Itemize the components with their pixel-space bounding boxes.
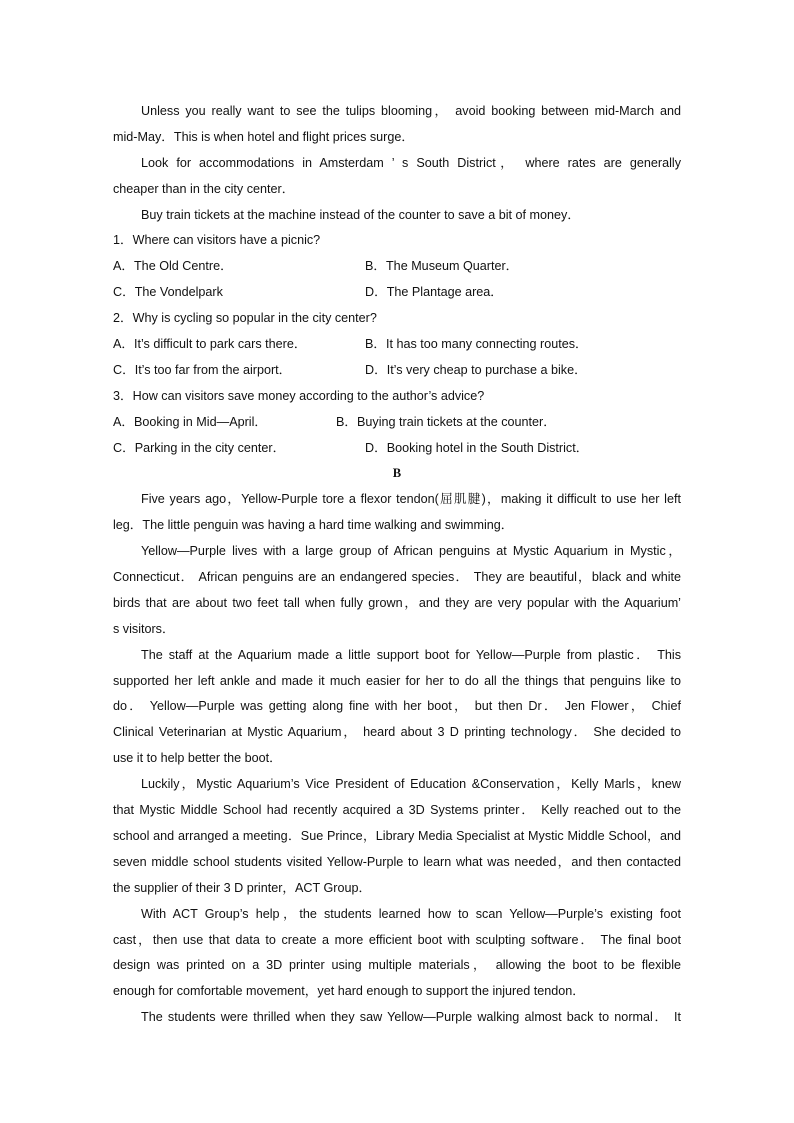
passage-a-p1-line1: Unless you really want to see the tulips blooming， avoid booking between mid-March and: [141, 104, 681, 118]
section-b-p5-line2: cast，then use that data to create a more efficient boot with sculpting software． The final boot: [113, 932, 681, 947]
document-page: [113, 99, 681, 1031]
question-3-option-d: D．Booking hotel in the South District．: [365, 440, 589, 455]
section-b-p2-line4: s visitors．: [113, 621, 175, 636]
question-1-options-row-2: [113, 280, 681, 306]
question-2-options-row-1: [113, 332, 681, 358]
section-b-p4-line4: seven middle school students visited Yellow-Purple to learn what was needed，and then contacted: [113, 854, 681, 869]
question-1-stem: 1．Where can visitors have a picnic?: [113, 233, 321, 248]
question-2-option-b: B．It has too many connecting routes．: [365, 337, 588, 352]
question-3-stem: 3．How can visitors save money according to the author’s advice?: [113, 388, 485, 403]
passage-a-p1-line2: mid-May．This is when hotel and flight prices surge．: [113, 129, 414, 144]
section-b-p1-line2: leg．The little penguin was having a hard time walking and swimming．: [113, 518, 514, 533]
question-3-option-c: C．Parking in the city center．: [113, 440, 286, 455]
section-b-p2-line1: Yellow—Purple lives with a large group of African penguins at Mystic Aquarium in Mystic，: [141, 544, 681, 559]
section-b-p6-line1: The students were thrilled when they saw Yellow—Purple walking almost back to normal． It: [141, 1010, 681, 1025]
section-b-heading: B: [392, 466, 402, 481]
passage-a-p3-line1: Buy train tickets at the machine instead of the counter to save a bit of money．: [141, 207, 580, 222]
question-3-option-b: B．Buying train tickets at the counter．: [336, 414, 556, 429]
passage-a-p2-line2: cheaper than in the city center．: [113, 181, 295, 196]
question-2-stem: 2．Why is cycling so popular in the city center?: [113, 311, 377, 326]
question-3-options-row-2: [113, 436, 681, 462]
question-2-options-row-2: [113, 358, 681, 384]
question-1-option-c: C．The Vondelpark: [113, 285, 223, 300]
question-1-options-row-1: [113, 254, 681, 280]
section-b-p3-line3: do． Yellow—Purple was getting along fine with her boot， but then Dr． Jen Flower， Chief: [113, 699, 681, 714]
section-b-p4-line2: that Mystic Middle School had recently acquired a 3D Systems printer． Kelly reached out to the: [113, 803, 681, 818]
section-b-p3-line2: supported her left ankle and made it much easier for her to do all the things that penguins like to: [113, 673, 681, 688]
section-b-p4-line5: the supplier of their 3 D printer，ACT Group．: [113, 880, 372, 895]
section-b-p4-line1: Luckily，Mystic Aquarium’s Vice President of Education &Conservation，Kelly Marls，knew: [141, 777, 681, 792]
question-2-option-c: C．It’s too far from the airport．: [113, 362, 292, 377]
section-b-p5-line1: With ACT Group’s help，the students learned how to scan Yellow—Purple’s existing foot: [141, 906, 681, 921]
question-1-option-d: D．The Plantage area．: [365, 285, 503, 300]
section-b-p1-line1: Five years ago，Yellow-Purple tore a flexor tendon(屈肌腱)，making it difficult to use her left: [141, 492, 681, 507]
question-3-options-row-1: [113, 410, 681, 436]
question-1-option-b: B．The Museum Quarter．: [365, 259, 519, 274]
section-b-p3-line5: use it to help better the boot．: [113, 751, 282, 766]
section-b-p5-line3: design was printed on a 3D printer using multiple materials， allowing the boot to be flexible: [113, 958, 681, 973]
question-3-option-a: A．Booking in Mid—April．: [113, 414, 267, 429]
section-b-p2-line2: Connecticut． African penguins are an endangered species． They are beautiful，black and white: [113, 570, 681, 585]
question-2-option-a: A．It’s difficult to park cars there．: [113, 337, 307, 352]
question-1-option-a: A．The Old Centre．: [113, 259, 233, 274]
question-2-option-d: D．It’s very cheap to purchase a bike．: [365, 362, 587, 377]
section-b-p5-line4: enough for comfortable movement，yet hard enough to support the injured tendon．: [113, 984, 585, 999]
section-b-p2-line3: birds that are about two feet tall when fully grown，and they are very popular with the Aquarium’: [113, 595, 681, 610]
section-b-p3-line1: The staff at the Aquarium made a little support boot for Yellow—Purple from plastic． This: [141, 647, 681, 662]
passage-a-p2-line1: Look for accommodations in Amsterdam ’ s South District， where rates are generally: [141, 155, 681, 170]
section-b-p4-line3: school and arranged a meeting．Sue Prince，Library Media Specialist at Mystic Middle School，and: [113, 828, 681, 843]
section-b-p3-line4: Clinical Veterinarian at Mystic Aquarium， heard about 3 D printing technology． She decided to: [113, 725, 681, 740]
